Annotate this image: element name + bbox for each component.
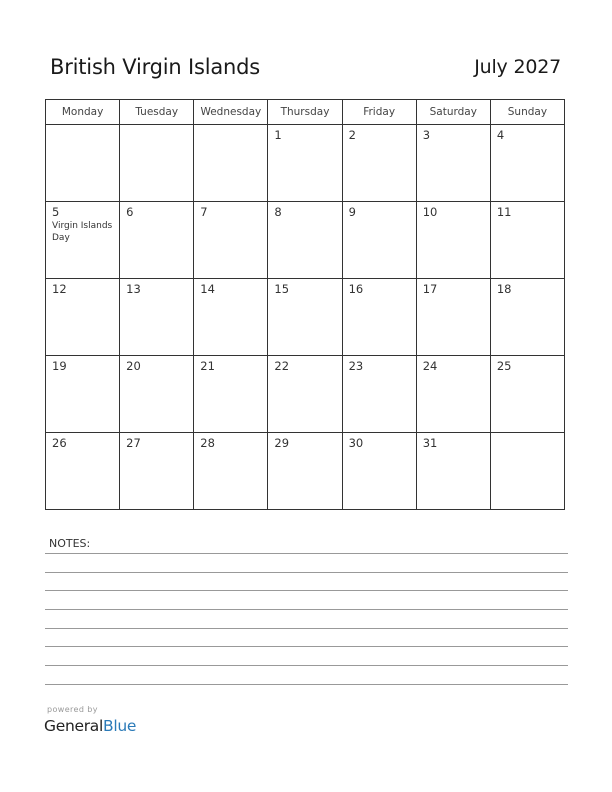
- weekday-header: Monday: [46, 100, 120, 125]
- day-number: [194, 125, 267, 129]
- day-cell: [342, 433, 416, 510]
- day-number: 23: [348, 359, 364, 373]
- calendar-grid: [45, 99, 565, 510]
- day-number: 27: [126, 436, 141, 450]
- day-number: 5: [52, 205, 60, 219]
- day-number: 19: [52, 359, 67, 373]
- day-number: 14: [200, 282, 215, 296]
- day-number: [120, 125, 193, 129]
- note-line: [45, 553, 568, 554]
- day-number: 15: [274, 282, 290, 296]
- weekday-header: Wednesday: [194, 100, 268, 125]
- week-row: [46, 279, 565, 356]
- week-row: [46, 125, 565, 202]
- weekday-header: Saturday: [416, 100, 490, 125]
- day-cell: [268, 356, 342, 433]
- day-number: 29: [274, 436, 290, 450]
- day-number: 2: [348, 128, 356, 142]
- brand-general-text: General: [44, 717, 103, 735]
- day-number: 6: [126, 205, 134, 219]
- day-cell: [46, 433, 120, 510]
- day-cell: [194, 202, 268, 279]
- day-number: 21: [200, 359, 215, 373]
- day-number: 18: [496, 282, 512, 296]
- day-cell: [120, 356, 194, 433]
- note-line: [45, 628, 568, 629]
- day-number: 13: [126, 282, 141, 296]
- day-cell: [342, 202, 416, 279]
- day-number: 4: [496, 128, 505, 142]
- weekday-header: Sunday: [490, 100, 564, 125]
- day-cell: [490, 202, 564, 279]
- day-cell: [194, 433, 268, 510]
- day-cell: [342, 279, 416, 356]
- day-number: 16: [348, 282, 364, 296]
- day-cell: [120, 433, 194, 510]
- note-line: [45, 609, 568, 610]
- day-cell: [194, 279, 268, 356]
- day-cell: [194, 356, 268, 433]
- holiday-label: Virgin Islands Day: [52, 221, 113, 243]
- day-cell: [46, 125, 120, 202]
- day-number: [46, 125, 119, 129]
- day-cell: [120, 202, 194, 279]
- weekday-header: Friday: [342, 100, 416, 125]
- country-title: British Virgin Islands: [50, 55, 261, 79]
- day-cell: [490, 356, 564, 433]
- day-cell: [342, 125, 416, 202]
- day-number: 20: [126, 359, 141, 373]
- day-cell: [268, 125, 342, 202]
- day-number: 8: [274, 205, 282, 219]
- day-number: 7: [200, 205, 208, 219]
- day-cell: [416, 279, 490, 356]
- week-row: [46, 356, 565, 433]
- generalblue-logo: [44, 717, 136, 735]
- brand-blue-text: Blue: [102, 717, 137, 735]
- day-number: 30: [348, 436, 364, 450]
- day-number: 25: [496, 359, 512, 373]
- day-number: 3: [422, 128, 431, 142]
- notes-label: NOTES:: [49, 537, 91, 550]
- day-number: 12: [52, 282, 67, 296]
- day-cell: [416, 433, 490, 510]
- day-number: 28: [200, 436, 215, 450]
- day-cell: [490, 125, 564, 202]
- note-line: [45, 665, 568, 666]
- note-line: [45, 684, 568, 685]
- day-cell: [416, 356, 490, 433]
- day-number: [491, 433, 564, 437]
- day-number: 9: [348, 205, 356, 219]
- day-cell: [46, 356, 120, 433]
- day-cell: [46, 279, 120, 356]
- day-number: 22: [274, 359, 290, 373]
- day-cell: [490, 279, 564, 356]
- note-line: [45, 646, 568, 647]
- day-number: 10: [422, 205, 438, 219]
- powered-by-text: powered by: [47, 705, 98, 714]
- note-line: [45, 572, 568, 573]
- week-row: [46, 202, 565, 279]
- day-cell: [268, 202, 342, 279]
- weekday-header: Thursday: [268, 100, 342, 125]
- weekday-header-row: [46, 100, 565, 125]
- weekday-header: Tuesday: [120, 100, 194, 125]
- day-cell: [194, 125, 268, 202]
- week-row: [46, 433, 565, 510]
- day-number: 1: [274, 128, 282, 142]
- day-number: 11: [496, 205, 512, 219]
- day-cell: [416, 125, 490, 202]
- day-cell: [46, 202, 120, 279]
- day-cell: [342, 356, 416, 433]
- day-cell: [416, 202, 490, 279]
- day-number: 24: [422, 359, 438, 373]
- day-number: 31: [422, 436, 438, 450]
- day-cell: [268, 279, 342, 356]
- day-cell: [490, 433, 564, 510]
- day-cell: [120, 279, 194, 356]
- day-number: 26: [52, 436, 67, 450]
- day-number: 17: [422, 282, 438, 296]
- note-line: [45, 590, 568, 591]
- month-year-title: July 2027: [474, 56, 561, 78]
- day-cell: [120, 125, 194, 202]
- day-cell: [268, 433, 342, 510]
